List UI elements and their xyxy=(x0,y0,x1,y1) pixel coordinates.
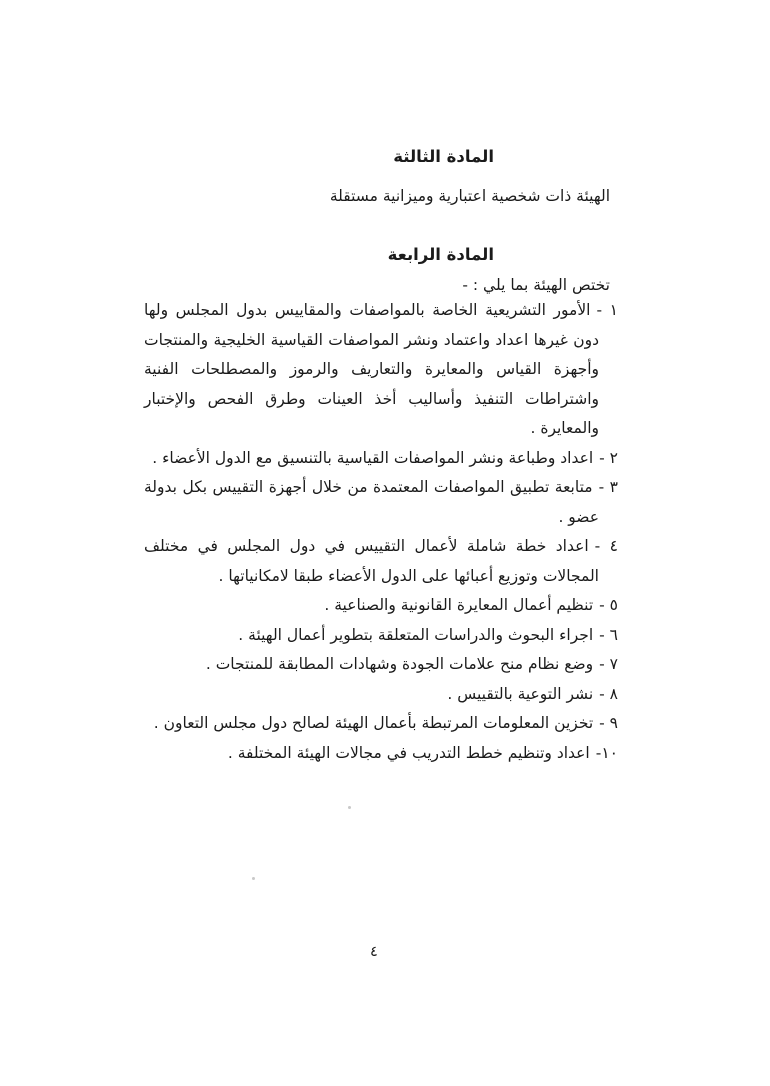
list-item xyxy=(144,650,618,680)
list-item xyxy=(144,296,618,444)
item-number: ٥ - xyxy=(599,596,618,614)
page-number: ٤ xyxy=(370,944,378,960)
list-item xyxy=(144,680,618,710)
item-number: ٨ - xyxy=(599,684,618,703)
list-item xyxy=(144,532,618,591)
item-text: وضع نظام منح علامات الجودة وشهادات المطابقة للمنتجات . xyxy=(205,655,594,673)
item-text: اعداد وطباعة ونشر المواصفات القياسية بالتنسيق مع الدول الأعضاء . xyxy=(152,448,594,467)
item-text: تنظيم أعمال المعايرة القانونية والصناعية . xyxy=(324,596,594,614)
item-number: ٢ - xyxy=(599,448,618,467)
item-text: اعداد خطة شاملة لأعمال التقييس في دول المجلس في مختلف المجالات وتوزيع أعبائها على الدول الأعضاء طبقا لامكانياتها . xyxy=(144,537,599,585)
list-item xyxy=(144,591,618,621)
item-text: متابعة تطبيق المواصفات المعتمدة من خلال أجهزة التقييس بكل بدولة عضو . xyxy=(144,478,599,526)
item-text: نشر التوعية بالتقييس . xyxy=(447,684,594,703)
item-number: ١ - xyxy=(596,301,618,319)
item-text: تخزين المعلومات المرتبطة بأعمال الهيئة لصالح دول مجلس التعاون . xyxy=(153,714,594,732)
article-three-heading: المادة الثالثة xyxy=(393,147,494,166)
list-item xyxy=(144,739,618,769)
list-item xyxy=(144,621,618,651)
item-number: ٧ - xyxy=(599,655,618,673)
list-item xyxy=(144,473,618,532)
item-number: ٣ - xyxy=(598,478,618,496)
item-number: ١٠- xyxy=(595,743,618,762)
article-four-intro: تختص الهيئة بما يلي : - xyxy=(462,276,610,294)
article-three-body: الهيئة ذات شخصية اعتبارية وميزانية مستقلة xyxy=(329,187,610,205)
list-item xyxy=(144,709,618,739)
item-text: اعداد وتنظيم خطط التدريب في مجالات الهيئة المختلفة . xyxy=(227,743,590,762)
item-number: ٦ - xyxy=(599,625,618,644)
item-text: اجراء البحوث والدراسات المتعلقة بتطوير أعمال الهيئة . xyxy=(238,625,594,644)
scan-speck xyxy=(348,806,351,809)
scan-speck xyxy=(252,877,255,880)
article-four-list xyxy=(144,296,618,768)
article-four-heading: المادة الرابعة xyxy=(387,245,494,264)
item-number: ٩ - xyxy=(599,714,618,732)
list-item xyxy=(144,444,618,474)
item-text: الأمور التشريعية الخاصة بالمواصفات والمقاييس بدول المجلس ولها دون غيرها اعداد واعتماد ونشر المواصفات القياسية الخليجية والمنتجات وأجهزة القياس والمعايرة والتعاريف والرموز والمصطلحات الفنية واشتراطات التنفيذ وأساليب أخذ العينات وطرق الفحص والإختبار والمعايرة . xyxy=(144,301,599,437)
item-number: ٤ - xyxy=(594,537,618,555)
